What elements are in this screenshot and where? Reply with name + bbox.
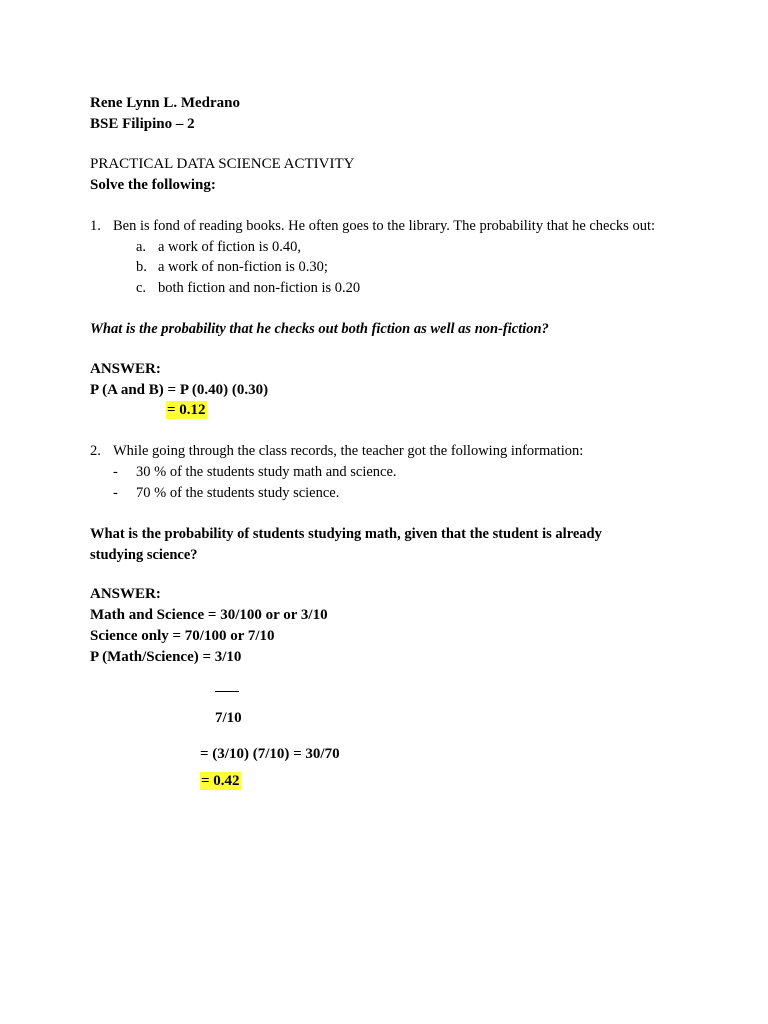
problem1-answer-label: ANSWER: (90, 361, 161, 377)
problem2-item-marker: - (113, 485, 118, 501)
activity-title: PRACTICAL DATA SCIENCE ACTIVITY (90, 156, 355, 172)
problem1-item-marker: c. (136, 280, 147, 296)
problem1-question: What is the probability that he checks out both fiction as well as non-fiction? (90, 321, 549, 337)
problem1-answer-highlight: = 0.12 (167, 402, 206, 418)
problem2-question-line2: studying science? (90, 547, 198, 563)
problem1-answer-result (166, 403, 207, 418)
problem2-item-text: 70 % of the students study science. (136, 485, 340, 501)
problem2-answer-label: ANSWER: (90, 586, 161, 602)
problem1-item-text: a work of non-fiction is 0.30; (158, 259, 328, 275)
problem1-item-text: a work of fiction is 0.40, (158, 239, 301, 255)
problem2-answer-line: Math and Science = 30/100 or or 3/10 (90, 607, 328, 623)
course-label: BSE Filipino – 2 (90, 116, 195, 132)
problem2-denominator: 7/10 (215, 710, 242, 726)
problem2-answer-highlight: = 0.42 (201, 773, 240, 789)
problem1-item-marker: a. (136, 239, 147, 255)
problem2-answer-line: Science only = 70/100 or 7/10 (90, 628, 275, 644)
problem2-item-marker: - (113, 464, 118, 480)
problem1-statement: Ben is fond of reading books. He often goes to the library. The probability that he checks out: (113, 218, 656, 234)
activity-instruction: Solve the following: (90, 177, 216, 193)
problem1-item-text: both fiction and non-fiction is 0.20 (158, 280, 361, 296)
problem2-answer-result (200, 774, 241, 789)
problem2-number: 2. (90, 443, 101, 459)
fraction-bar (215, 691, 239, 692)
problem2-question-line1: What is the probability of students studying math, given that the student is already (90, 526, 602, 542)
problem1-answer-equation: P (A and B) = P (0.40) (0.30) (90, 382, 269, 398)
problem1-item-marker: b. (136, 259, 147, 275)
problem2-answer-line: P (Math/Science) = 3/10 (90, 649, 242, 665)
problem2-computation: = (3/10) (7/10) = 30/70 (200, 746, 340, 762)
author-name: Rene Lynn L. Medrano (90, 95, 241, 111)
problem2-statement: While going through the class records, the teacher got the following information: (113, 443, 584, 459)
problem2-item-text: 30 % of the students study math and science. (136, 464, 397, 480)
problem1-number: 1. (90, 218, 101, 234)
